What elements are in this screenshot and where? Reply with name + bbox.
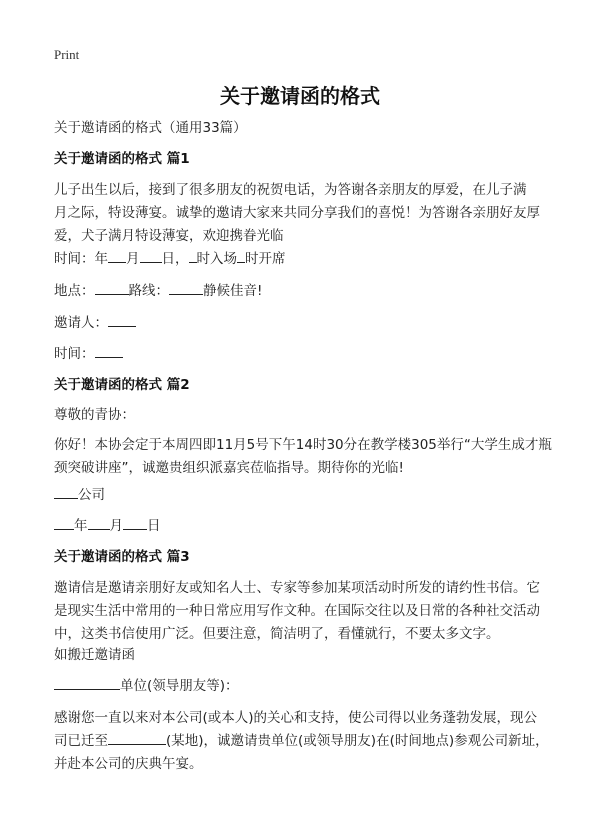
company-line: [54, 483, 554, 507]
section-heading-2: 关于邀请函的格式 篇2: [54, 377, 190, 393]
letter-paragraph-line: 并赴本公司的庆典午宴。: [54, 756, 203, 772]
blank-month-2: [88, 514, 110, 530]
inviter-line: [54, 311, 554, 335]
section2-paragraph-line: 颈突破讲座”，诚邀贵组织派嘉宾莅临指导。期待你的光临!: [54, 460, 404, 476]
await-text: 静候佳音!: [203, 283, 263, 299]
section-heading-3: 关于邀请函的格式 篇3: [54, 549, 190, 565]
time-day: 日，: [161, 251, 189, 267]
inviter-label: 邀请人：: [54, 315, 108, 331]
section1-paragraph-line: 儿子出生以后，接到了很多朋友的祝贺电话，为答谢各亲朋友的厚爱，在儿子满: [54, 182, 527, 198]
blank-time2: [95, 342, 123, 358]
company-text: 公司: [78, 487, 105, 503]
time2-label: 时间：: [54, 346, 95, 362]
blank-new-address: [108, 729, 166, 745]
section3-paragraph-line: 是现实生活中常用的一种日常应用写作文种。在国际交往以及日常的各种社交活动: [54, 603, 540, 619]
letter-paragraph-line: 感谢您一直以来对本公司(或本人)的关心和支持，使公司得以业务蓬勃发展，现公: [54, 710, 538, 726]
year-text: 年: [74, 518, 88, 534]
section2-greeting: 尊敬的青协：: [54, 407, 135, 423]
unit-line: [54, 674, 554, 698]
document-subtitle: 关于邀请函的格式（通用33篇）: [54, 120, 247, 136]
time-enter: 时入场: [196, 251, 237, 267]
blank-company: [54, 483, 78, 499]
place-label: 地点：: [54, 283, 95, 299]
blank-day: [140, 247, 162, 263]
event-time-line: [54, 247, 554, 271]
letter-moved-to: 司已迁至: [54, 733, 108, 749]
blank-inviter: [108, 311, 136, 327]
day-text: 日: [147, 518, 161, 534]
month-text: 月: [109, 518, 123, 534]
blank-enter-hour: [189, 247, 197, 263]
print-link[interactable]: Print: [54, 47, 80, 62]
section-heading-1: 关于邀请函的格式 篇1: [54, 151, 190, 167]
route-label: 路线：: [128, 283, 169, 299]
example-title: 如搬迁邀请函: [54, 647, 135, 663]
section1-paragraph-line: 月之际，特设薄宴。诚挚的邀请大家来共同分享我们的喜悦！为答谢各亲朋好友厚: [54, 205, 540, 221]
letter-invite: (某地)，诚邀请贵单位(或领导朋友)在(时间地点)参观公司新址，: [166, 733, 549, 749]
blank-year: [54, 514, 74, 530]
letter-paragraph-line: [54, 729, 554, 753]
event-place-line: [54, 279, 554, 303]
blank-route: [169, 279, 203, 295]
blank-month: [108, 247, 126, 263]
time-month: 月: [126, 251, 140, 267]
section2-paragraph-line: 你好！本协会定于本周四即11月5号下午14时30分在教学楼305举行“大学生成才瓶: [54, 437, 552, 453]
section3-paragraph-line: 中，这类书信使用广泛。但要注意，简洁明了，看懂就行，不要太多文字。: [54, 626, 500, 642]
blank-place: [95, 279, 129, 295]
date-line: [54, 514, 554, 538]
blank-day-2: [123, 514, 147, 530]
section3-paragraph-line: 邀请信是邀请亲朋好友或知名人士、专家等参加某项活动时所发的请约性书信。它: [54, 580, 540, 596]
time-label: 时间：年: [54, 251, 108, 267]
section1-paragraph-line: 爱，犬子满月特设薄宴，欢迎携眷光临: [54, 228, 284, 244]
unit-label: 单位(领导朋友等)：: [120, 678, 239, 694]
time-start: 时开席: [245, 251, 286, 267]
blank-start-hour: [237, 247, 245, 263]
page-title: 关于邀请函的格式: [220, 84, 380, 108]
time2-line: [54, 342, 554, 366]
blank-unit: [54, 674, 120, 690]
